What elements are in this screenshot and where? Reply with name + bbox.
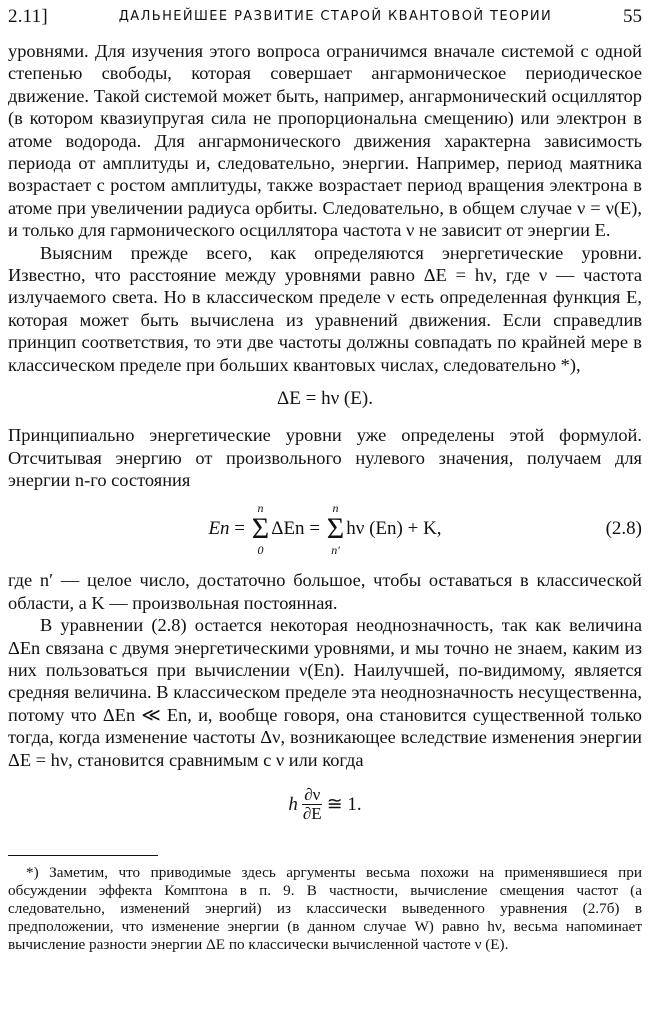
sum-lower-limit: 0 (257, 543, 264, 558)
sum-symbol (327, 502, 344, 556)
main-text (8, 40, 642, 954)
footnote (8, 864, 642, 954)
equation-condition (8, 781, 642, 829)
equation-2-8 (8, 497, 642, 561)
paragraph: Принципиально энергетические уровни уже определены этой формулой. Отсчитывая энергию от произвольного нулевого значения, получаем для энергии n-го состояния (8, 425, 642, 490)
sum-upper-limit: n (332, 501, 339, 516)
footnote-rule (8, 855, 158, 856)
fraction-denominator: ∂E (302, 804, 322, 824)
equation-energy-frequency (8, 384, 642, 414)
equation-text: ΔE = hν (E). (277, 388, 373, 410)
sum-symbol (252, 502, 269, 556)
equation-lhs (208, 518, 229, 540)
sum-term: hν (En) + K, (346, 518, 442, 540)
approx-equal: ≅ 1. (326, 793, 362, 815)
planck-h: h (288, 793, 298, 815)
running-title: ДАЛЬНЕЙШЕЕ РАЗВИТИЕ СТАРОЙ КВАНТОВОЙ ТЕОРИИ (118, 9, 553, 24)
paragraph: В уравнении (2.8) остается некоторая неоднозначность, так как величина ΔEn связана с двумя энергетическими уровнями, и мы точно не знаем, каким из них пользоваться при вычислении ν(En). Наилучшей, по-видимому, является средняя величина. В классическом пределе эта неоднозначность несущественна, потому что ΔEn ≪ En, и, вообще говоря, она становится существенной только тогда, когда изменение частоты Δν, возникающее вследствие изменения энергии ΔE = hν, становится сравнимым с ν или когда (8, 615, 642, 770)
fraction-numerator: ∂ν (304, 784, 321, 804)
equation-number: (2.8) (605, 518, 642, 540)
sum-upper-limit: n (257, 501, 264, 516)
sum-term: ΔEn (271, 518, 305, 540)
page-number: 55 (622, 6, 642, 27)
equals-sign: = (229, 518, 250, 540)
paragraph: уровнями. Для изучения этого вопроса ограничимся вначале системой с одной степенью свободы, которая совершает ангармоническое периодическое движение. Такой системой может быть, например, ангармонический осциллятор (в котором квазиупругая сила не пропорциональна смещению) или электрон в атоме водорода. Для ангармонического движения характерна зависимость периода от амплитуды и, следовательно, энергии. Например, период маятника возрастает с ростом амплитуды, также возрастает период вращения электрона в атоме при увеличении радиуса орбиты. Следовательно, в общем случае ν = ν(E), и только для гармонического осциллятора частота ν не зависит от энергии E. (8, 41, 642, 241)
paragraph: Выясним прежде всего, как определяются энергетические уровни. Известно, что расстояние между уровнями равно ΔE = hν, где ν — частота излучаемого света. Но в классическом пределе ν есть определенная функция E, которая может быть вычислена из уравнений движения. Если справедлив принцип соответствия, то эти две частоты должны совпадать по крайней мере в классическом пределе при больших квантовых числах, следовательно *), (8, 242, 642, 375)
energy-n: En (208, 518, 230, 540)
section-number: 2.11] (8, 6, 48, 27)
paragraph: где n′ — целое число, достаточно большое, чтобы оставаться в классической области, а K — произвольная постоянная. (8, 570, 642, 613)
sigma-glyph: Σ (326, 512, 345, 546)
sigma-glyph: Σ (251, 512, 270, 546)
book-page (8, 6, 642, 1006)
running-header (8, 6, 642, 40)
equals-sign: = (304, 518, 325, 540)
footnote-text: *) Заметим, что приводимые здесь аргументы весьма похожи на применявшиеся при обсуждении эффекта Комптона в п. 9. В частности, вычисление смещения частот (а следовательно, изменений энергий) из классически выведенного уравнения (2.7б) в предположении, что изменение энергии (в данном случае W) равно hν, весьма напоминает вычисление разности энергии ΔE по классически вычисленной частоте ν (E). (8, 863, 642, 953)
partial-derivative (301, 786, 324, 824)
sum-lower-limit: n′ (331, 543, 340, 558)
